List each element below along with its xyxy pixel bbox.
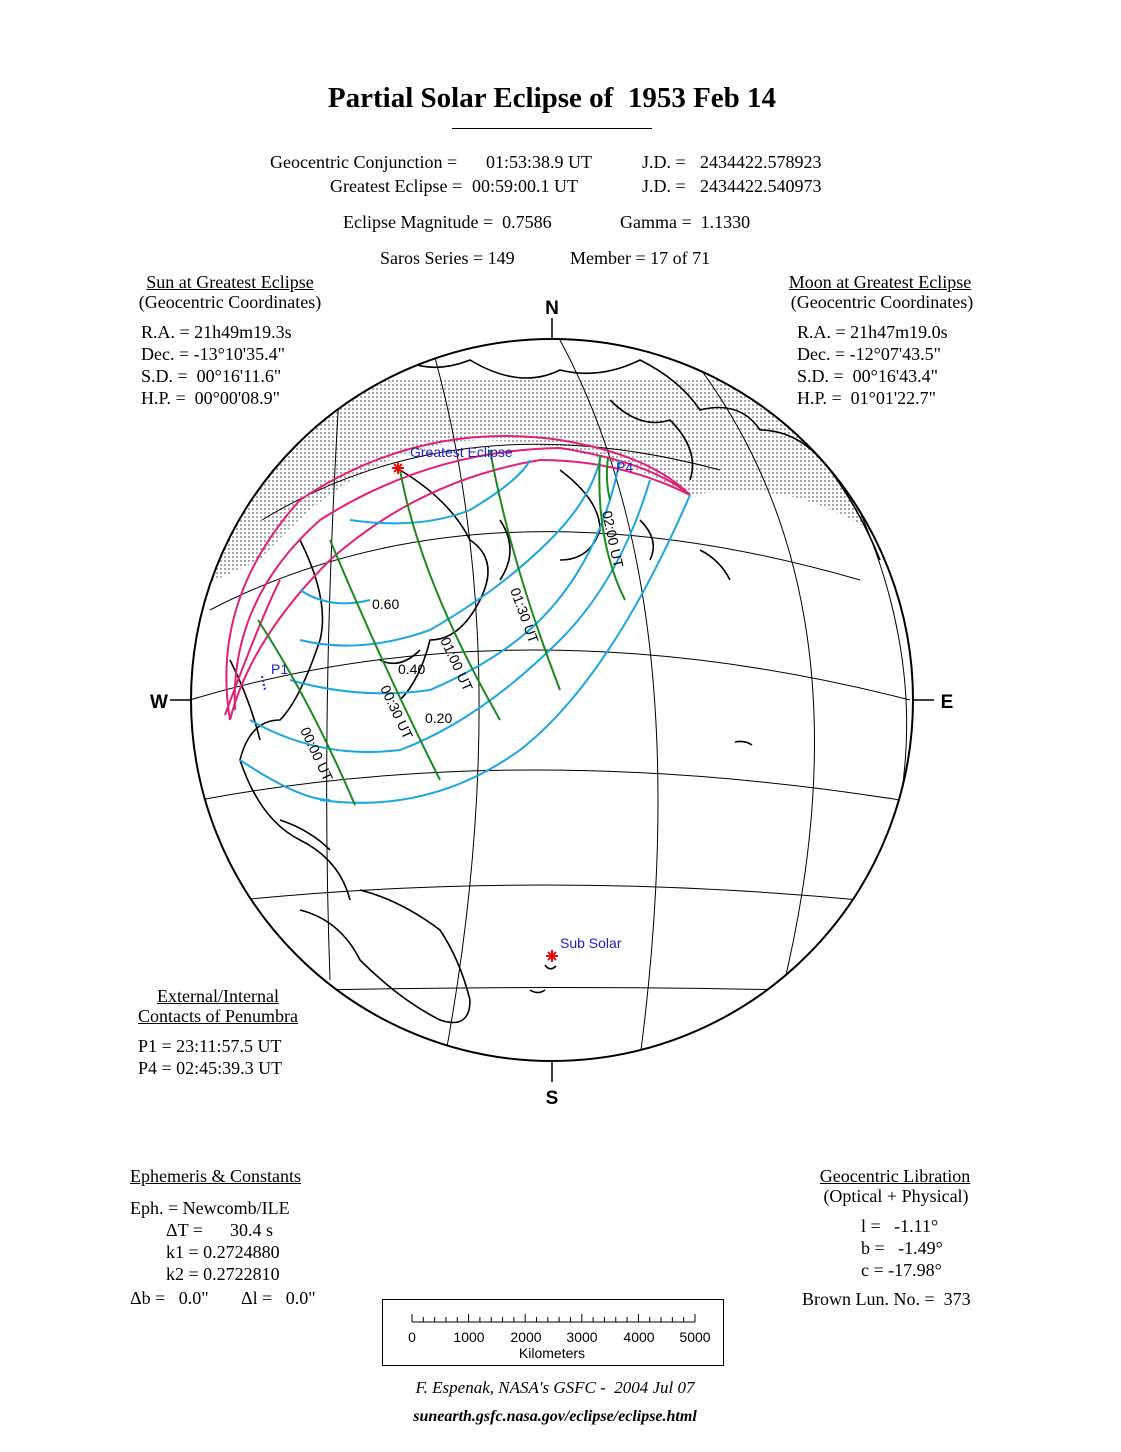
delta-b: Δb = 0.0": [130, 1288, 209, 1308]
north-label: N: [545, 298, 559, 319]
page-title: Partial Solar Eclipse of 1953 Feb 14: [327, 82, 777, 114]
moon-dec: Dec. = -12°07'43.5": [797, 344, 941, 364]
conjunction-value: 01:53:38.9 UT: [486, 152, 592, 172]
greatest-jd-value: 2434422.540973: [700, 176, 822, 196]
conjunction-jd-value: 2434422.578923: [700, 152, 822, 172]
k1-constant: k1 = 0.2724880: [166, 1242, 280, 1262]
scale-tick-3000: 3000: [566, 1329, 598, 1345]
scale-tick-2000: 2000: [510, 1329, 542, 1345]
libration-c: c = -17.98°: [861, 1260, 942, 1280]
sub-solar-marker: [546, 950, 558, 962]
sun-subheading: (Geocentric Coordinates): [138, 292, 322, 312]
sun-heading: Sun at Greatest Eclipse: [146, 272, 314, 292]
ephemeris-heading: Ephemeris & Constants: [130, 1166, 301, 1186]
sub-solar-label: Sub Solar: [560, 935, 622, 951]
ephemeris-eph: Eph. = Newcomb/ILE: [130, 1198, 290, 1218]
greatest-jd-label: J.D. =: [642, 176, 686, 196]
moon-subheading: (Geocentric Coordinates): [790, 292, 974, 312]
contact-p4: P4 = 02:45:39.3 UT: [138, 1058, 283, 1078]
contacts-heading-1: External/Internal: [157, 986, 279, 1006]
magnitude-label-020: 0.20: [425, 710, 453, 726]
west-label: W: [150, 692, 168, 713]
conjunction-jd-label: J.D. =: [642, 152, 686, 172]
libration-b: b = -1.49°: [861, 1238, 943, 1258]
time-label-0200: 02:00 UT: [599, 509, 627, 569]
greatest-eclipse-label: Greatest Eclipse =: [330, 176, 463, 196]
scale-tick-5000: 5000: [679, 1329, 711, 1345]
greatest-eclipse-value: 00:59:00.1 UT: [472, 176, 578, 196]
scale-tick-0: 0: [408, 1329, 416, 1345]
p4-label: P4: [616, 459, 634, 475]
scale-bar: [382, 1299, 724, 1366]
contact-p1: P1 = 23:11:57.5 UT: [138, 1036, 282, 1056]
scale-unit: Kilometers: [518, 1345, 586, 1361]
moon-hp: H.P. = 01°01'22.7": [797, 388, 936, 408]
night-region: [170, 380, 940, 600]
k2-constant: k2 = 0.2722810: [166, 1264, 280, 1284]
sun-hp: H.P. = 00°00'08.9": [141, 388, 280, 408]
scale-tick-4000: 4000: [623, 1329, 655, 1345]
east-label: E: [940, 692, 954, 713]
moon-sd: S.D. = 00°16'43.4": [797, 366, 938, 386]
p1-label: P1: [271, 661, 289, 677]
delta-l: Δl = 0.0": [241, 1288, 316, 1308]
saros-series: Saros Series = 149: [380, 248, 515, 268]
eclipse-magnitude: Eclipse Magnitude = 0.7586: [343, 212, 552, 232]
libration-heading: Geocentric Libration: [819, 1166, 971, 1186]
saros-member: Member = 17 of 71: [570, 248, 711, 268]
conjunction-label: Geocentric Conjunction =: [270, 152, 458, 172]
greatest-eclipse-label: Greatest Eclipse: [410, 444, 513, 460]
libration-l: l = -1.11°: [861, 1216, 939, 1236]
source-url: sunearth.gsfc.nasa.gov/eclipse/eclipse.html: [413, 1408, 697, 1425]
magnitude-label-040: 0.40: [398, 661, 426, 677]
time-label-0000: 00:00 UT: [297, 724, 337, 784]
contacts-heading-2: Contacts of Penumbra: [138, 1006, 298, 1026]
gamma: Gamma = 1.1330: [620, 212, 751, 232]
delta-t-value: 30.4 s: [230, 1220, 274, 1240]
libration-subheading: (Optical + Physical): [823, 1186, 969, 1206]
magnitude-label-060: 0.60: [372, 596, 400, 612]
sun-ra: R.A. = 21h49m19.3s: [141, 322, 292, 342]
brown-lunation-number: Brown Lun. No. = 373: [802, 1289, 971, 1309]
credit-line: F. Espenak, NASA's GSFC - 2004 Jul 07: [415, 1378, 695, 1397]
sun-sd: S.D. = 00°16'11.6": [141, 366, 282, 386]
sun-dec: Dec. = -13°10'35.4": [141, 344, 285, 364]
south-label: S: [545, 1088, 559, 1109]
time-label-0100: 01:00 UT: [437, 634, 477, 694]
time-label-0130: 01:30 UT: [507, 585, 542, 646]
moon-ra: R.A. = 21h47m19.0s: [797, 322, 948, 342]
scale-tick-1000: 1000: [453, 1329, 485, 1345]
moon-heading: Moon at Greatest Eclipse: [788, 272, 972, 292]
delta-t-label: ΔT =: [166, 1220, 203, 1240]
time-label-0030: 00:30 UT: [377, 682, 417, 742]
